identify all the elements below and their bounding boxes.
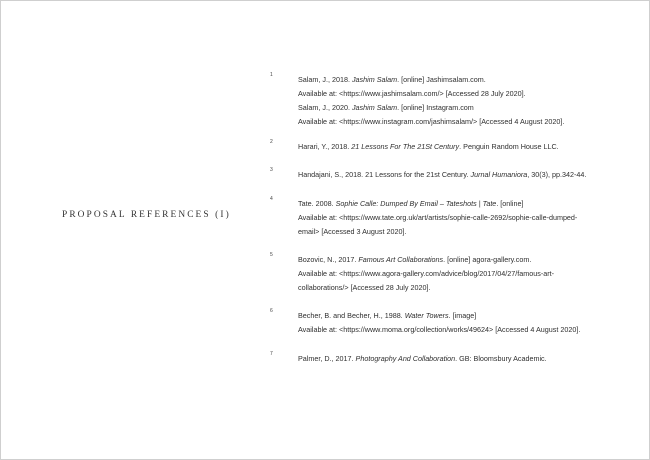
reference-line: Available at: <https://www.jashimsalam.com/> [Accessed 28 July 2020]. — [298, 89, 526, 98]
reference-line: Available at: <https://www.moma.org/collection/works/49624> [Accessed 4 August 2020]. — [298, 325, 581, 334]
reference-number: 6 — [270, 308, 273, 314]
reference-line: Available at: <https://www.instagram.com/jashimsalam/> [Accessed 4 August 2020]. — [298, 117, 565, 126]
reference-line: collaborations/> [Accessed 28 July 2020]. — [298, 283, 431, 292]
reference-number: 1 — [270, 72, 273, 78]
reference-number: 4 — [270, 196, 273, 202]
reference-line: Tate. 2008. Sophie Calle: Dumped By Email – Tateshots | Tate. [online] — [298, 199, 524, 208]
reference-line: Palmer, D., 2017. Photography And Collaboration. GB: Bloomsbury Academic. — [298, 354, 547, 363]
reference-line: Bozovic, N., 2017. Famous Art Collaborations. [online] agora-gallery.com. — [298, 255, 532, 264]
reference-line: Becher, B. and Becher, H., 1988. Water Towers. [image] — [298, 311, 477, 320]
reference-number: 2 — [270, 139, 273, 145]
reference-number: 7 — [270, 351, 273, 357]
reference-line: Available at: <https://www.tate.org.uk/art/artists/sophie-calle-2692/sophie-calle-dumped- — [298, 213, 578, 222]
reference-line: Salam, J., 2020. Jashim Salam. [online] Instagram.com — [298, 103, 474, 112]
reference-number: 3 — [270, 167, 273, 173]
reference-line: email> [Accessed 3 August 2020]. — [298, 227, 407, 236]
reference-line: Harari, Y., 2018. 21 Lessons For The 21St Century. Penguin Random House LLC. — [298, 142, 559, 151]
reference-line: Handajani, S., 2018. 21 Lessons for the 21st Century. Jurnal Humaniora, 30(3), pp.342-44. — [298, 170, 587, 179]
reference-number: 5 — [270, 252, 273, 258]
section-title: PROPOSAL REFERENCES (I) — [62, 210, 231, 220]
reference-line: Salam, J., 2018. Jashim Salam. [online] Jashimsalam.com. — [298, 75, 486, 84]
reference-line: Available at: <https://www.agora-gallery.com/advice/blog/2017/04/27/famous-art- — [298, 269, 555, 278]
